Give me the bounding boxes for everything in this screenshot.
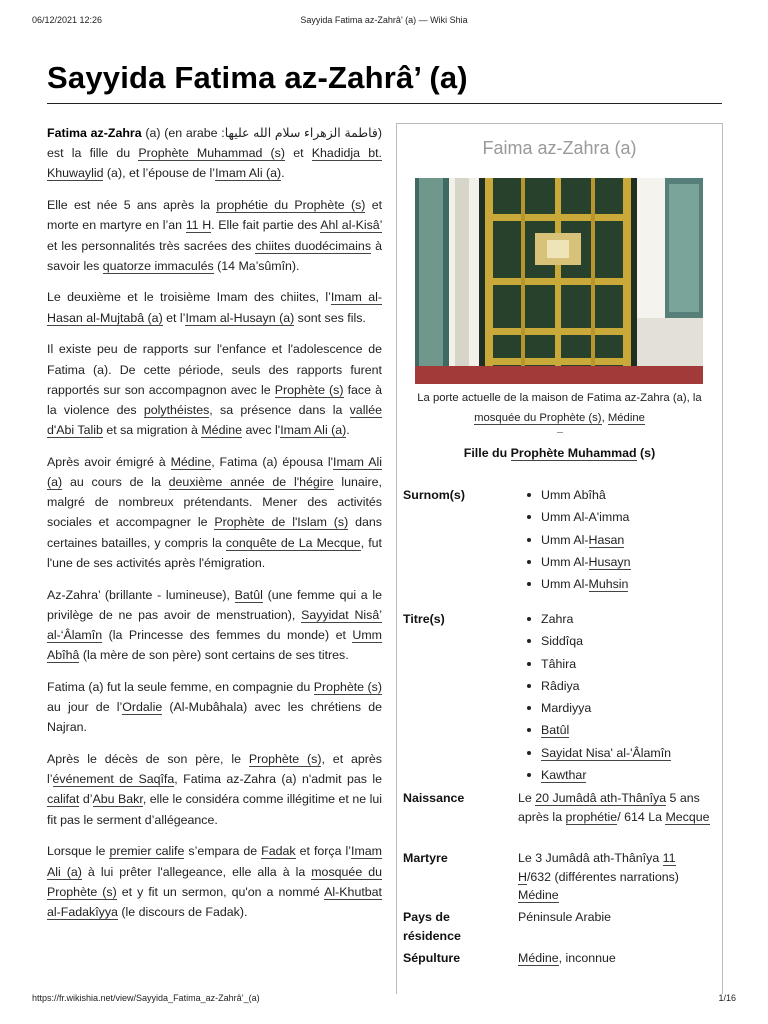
wiki-link[interactable]: Prophète (s)	[274, 382, 344, 397]
text-run: et sa migration à	[102, 423, 202, 438]
text-run: (la Princesse des femmes du monde) et	[102, 627, 353, 642]
text-run: au cours de la	[62, 475, 169, 490]
wiki-link[interactable]: Ordalie	[122, 700, 163, 715]
text-run: (la mère de son père) sont certains de ses titres.	[79, 648, 349, 663]
text-run: Râdiya	[541, 678, 580, 693]
wiki-link[interactable]: Imam Ali (a)	[47, 454, 382, 490]
list-item	[518, 677, 712, 699]
text-run: s’empara de	[184, 844, 262, 859]
text-run: et	[285, 146, 312, 161]
text-run: Péninsule Arabie	[518, 910, 611, 924]
text-run: Umm Al-	[541, 577, 589, 592]
text-run: (s)	[636, 446, 656, 460]
wiki-link[interactable]: Al-Khutbat al-Fadakîyya	[47, 884, 382, 919]
infobox-caption	[397, 388, 722, 428]
text-run: , et après l’	[47, 751, 383, 787]
list-item	[518, 575, 712, 597]
label-titres: Titre(s)	[403, 612, 445, 626]
wiki-link[interactable]: Prophète de l'Islam (s)	[214, 515, 349, 530]
text-run: .	[346, 423, 350, 438]
print-page-title: Sayyida Fatima az-Zahrâ’ (a) — Wiki Shia	[300, 15, 468, 25]
wiki-link[interactable]: Abu Bakr	[92, 792, 143, 807]
value-pays	[518, 908, 712, 927]
text-run: (a) (en arabe :فاطمة الزهراء سلام الله عليها) est la fille du	[47, 126, 382, 161]
wiki-link[interactable]: Khadidja bt. Khuwaylid	[47, 146, 382, 181]
paragraph	[47, 123, 382, 184]
list-item	[518, 508, 712, 530]
wiki-link[interactable]: mosquée du Prophète (s)	[47, 864, 382, 899]
wiki-link[interactable]: Mecque	[665, 809, 710, 824]
wiki-link[interactable]: Batûl	[541, 723, 570, 738]
text-run: dans certaines batailles, y compris la	[47, 515, 383, 550]
text-run: Après le décès de son père, le	[47, 751, 249, 766]
text-run: .	[281, 166, 285, 181]
wiki-link[interactable]: Hasan	[588, 532, 625, 547]
list-item	[518, 699, 712, 721]
text-run: Tâhira	[541, 656, 577, 671]
text-run: Siddîqa	[541, 634, 584, 649]
wiki-link[interactable]: Médine	[607, 412, 645, 424]
paragraph	[47, 677, 382, 738]
wiki-link[interactable]: mosquée du Prophète (s)	[474, 412, 602, 424]
text-run: Le	[518, 791, 536, 805]
text-run: Az-Zahra’ (brillante - lumineuse),	[47, 587, 235, 602]
text-run: 5 ans après la	[518, 791, 700, 824]
text-run: à lui prêter l'allegeance, elle alla à la	[81, 864, 312, 879]
text-run: Umm Abîhâ	[541, 488, 606, 502]
value-martyre	[518, 849, 712, 905]
text-run: Fille du	[463, 446, 511, 460]
text-run: Umm Al-A'imma	[541, 510, 630, 525]
wiki-link[interactable]: Ahl al-Kisâ’	[320, 218, 382, 233]
list-item	[518, 721, 712, 743]
text-run: et força l’	[295, 844, 352, 859]
wiki-link[interactable]: polythéistes	[143, 402, 210, 417]
wiki-link[interactable]: Imam Ali (a)	[47, 844, 383, 879]
wiki-link[interactable]: prophétie du Prophète (s)	[216, 198, 366, 213]
text-run: Il existe peu de rapports sur l'enfance et l'adolescence de Fatima (a). De cette période, seuls des rapports furent rapportés sur son accompagnon avec le	[47, 342, 382, 397]
text-run: . Elle fait partie des	[211, 218, 321, 233]
list-item	[518, 632, 712, 654]
caption-separator	[557, 432, 563, 433]
text-run: (Al-Mubâhala) avec les chrétiens de Najran.	[47, 700, 382, 735]
text-run: lunaire, malgré de nombreux prétendants. Mener des activités sociales et accompagner le	[47, 475, 382, 530]
wiki-link[interactable]: Médine	[201, 423, 242, 438]
print-url: https://fr.wikishia.net/view/Sayyida_Fatima_az-Zahrâ’_(a)	[32, 993, 260, 1003]
wiki-link[interactable]: Sayidat Nisa' al-'Âlamîn	[541, 745, 672, 760]
surnoms-list	[518, 486, 712, 597]
text-run: Umm Al-	[541, 554, 589, 569]
list-item	[518, 766, 712, 788]
infobox-image[interactable]	[415, 178, 703, 384]
titres-list	[518, 610, 712, 788]
text-run: et morte en martyre en l’an	[47, 198, 383, 233]
label-surnoms: Surnom(s)	[403, 488, 465, 502]
text-run: , elle le considéra comme illégitime et ne lui fit pas le serment d’allégeance.	[47, 792, 382, 827]
text-run: Fatima (a) fut la seule femme, en compagnie du	[47, 679, 314, 694]
paragraph	[47, 452, 382, 573]
wiki-link[interactable]: Imam al-Husayn (a)	[185, 310, 295, 325]
text-run: Le 3 Jumâdâ ath-Thânîya	[518, 851, 663, 865]
wiki-link[interactable]: 20 Jumâdâ ath-Thânîya	[535, 791, 667, 805]
bold-text: Fatima az-Zahra	[47, 126, 142, 140]
text-run: /632 (différentes narrations)	[526, 869, 679, 884]
text-run: , fut l'une de ses activités après l'émigration.	[47, 535, 382, 570]
paragraph	[47, 339, 382, 440]
text-run: / 614 La	[617, 809, 666, 824]
infobox	[396, 123, 723, 994]
text-run: ,	[601, 412, 608, 424]
text-run: , Fatima az-Zahra (a) n'admit pas le	[174, 772, 382, 787]
wiki-link[interactable]: Médine	[170, 454, 212, 469]
list-item	[518, 531, 712, 553]
wiki-link[interactable]: vallée d'Abi Talib	[47, 402, 382, 438]
wiki-link[interactable]: Umm Abîhâ	[47, 627, 382, 663]
list-item	[518, 655, 712, 677]
wiki-link[interactable]: quatorze immaculés	[102, 258, 214, 273]
article-body	[47, 123, 382, 934]
text-run: La porte actuelle de la maison de Fatima az-Zahra (a), la	[417, 392, 702, 404]
label-pays: Pays de résidence	[403, 910, 461, 943]
wiki-link[interactable]: Prophète Muhammad (s)	[138, 146, 286, 161]
wiki-link[interactable]: 11 H	[518, 851, 676, 884]
text-run: , inconnue	[558, 951, 616, 965]
print-datetime: 06/12/2021 12:26	[32, 15, 103, 25]
page-title: Sayyida Fatima az-Zahrâ’ (a)	[47, 60, 468, 95]
text-run: Lorsque le	[47, 844, 110, 859]
text-run: face à la violence des	[47, 382, 382, 417]
paragraph	[47, 287, 382, 327]
wiki-link[interactable]: califat	[47, 792, 80, 807]
wiki-link[interactable]: Prophète Muhammad	[510, 446, 637, 460]
wiki-link[interactable]: Imam Ali (a)	[215, 166, 282, 181]
text-run: sont ses fils.	[294, 310, 366, 325]
wiki-link[interactable]: prophétie	[565, 809, 618, 824]
list-item	[518, 610, 712, 632]
text-run: et y fit un sermon, qu'on a nommé	[116, 884, 325, 899]
wiki-link[interactable]: deuxième année de l'hégire	[168, 475, 334, 490]
text-run: Après avoir émigré à	[47, 454, 171, 469]
infobox-subheading	[397, 446, 722, 460]
text-run: (le discours de Fadak).	[117, 904, 248, 919]
wiki-link[interactable]: Fadak	[261, 844, 296, 859]
wiki-link[interactable]: Imam al-Hasan al-Mujtabâ (a)	[47, 290, 382, 325]
wiki-link[interactable]: Imam Ali (a)	[280, 423, 347, 438]
text-run: Umm Al-	[541, 532, 589, 547]
label-naissance: Naissance	[403, 791, 465, 805]
text-run: à savoir les	[47, 238, 382, 273]
text-run: (14 Ma’sûmîn).	[213, 258, 300, 273]
print-page-count: 1/16	[718, 993, 736, 1003]
text-run: Le deuxième et le troisième Imam des chiites, l’	[47, 290, 331, 305]
print-header	[32, 15, 736, 25]
value-sepulture	[518, 949, 712, 968]
label-sepulture: Sépulture	[403, 951, 461, 965]
infobox-title: Faima az-Zahra (a)	[482, 138, 637, 158]
wiki-link[interactable]: 11 H	[185, 218, 212, 233]
wiki-link[interactable]: Husayn	[588, 554, 631, 569]
text-run: , sa présence dans la	[209, 402, 350, 417]
wiki-link[interactable]: premier calife	[109, 844, 185, 859]
wiki-link[interactable]: Prophète (s)	[313, 679, 382, 694]
list-item	[518, 744, 712, 766]
text-run: et les personnalités très sacrées des	[47, 238, 256, 253]
wiki-link[interactable]: chiites duodécimains	[255, 238, 372, 253]
text-run: Mardiyya	[541, 701, 592, 716]
text-run: Elle est née 5 ans après la	[47, 198, 217, 213]
text-run: Zahra	[541, 612, 574, 626]
paragraph	[47, 841, 382, 922]
wiki-link[interactable]: Kawthar	[541, 768, 587, 783]
text-run: (une femme qui a le privilège de ne pas avoir de menstruation),	[47, 587, 382, 622]
wiki-link[interactable]: Médine	[518, 951, 559, 965]
text-run: d’	[79, 792, 93, 807]
text-run: (a), et l’épouse de l’	[103, 166, 216, 181]
list-item	[518, 553, 712, 575]
print-footer	[32, 993, 736, 1003]
wiki-link[interactable]: Batûl	[234, 587, 263, 602]
text-run: et l’	[162, 310, 186, 325]
value-naissance	[518, 789, 712, 826]
wiki-link[interactable]: Médine	[518, 888, 559, 902]
text-run: au jour de l’	[47, 700, 123, 715]
wiki-link[interactable]: événement de Saqîfa	[52, 772, 175, 787]
title-divider	[47, 103, 722, 104]
paragraph	[47, 195, 382, 276]
label-martyre: Martyre	[403, 851, 448, 865]
wiki-link[interactable]: Sayyidat Nisâ’ al-‘Âlamîn	[47, 607, 382, 642]
text-run: , Fatima (a) épousa l'	[211, 454, 334, 469]
list-item	[518, 486, 712, 508]
wiki-link[interactable]: Prophète (s)	[248, 751, 322, 766]
wiki-link[interactable]: Muhsin	[588, 577, 629, 592]
paragraph	[47, 749, 382, 830]
text-run: avec l'	[242, 423, 281, 438]
wiki-link[interactable]: conquête de La Mecque	[225, 535, 361, 550]
paragraph	[47, 585, 382, 666]
